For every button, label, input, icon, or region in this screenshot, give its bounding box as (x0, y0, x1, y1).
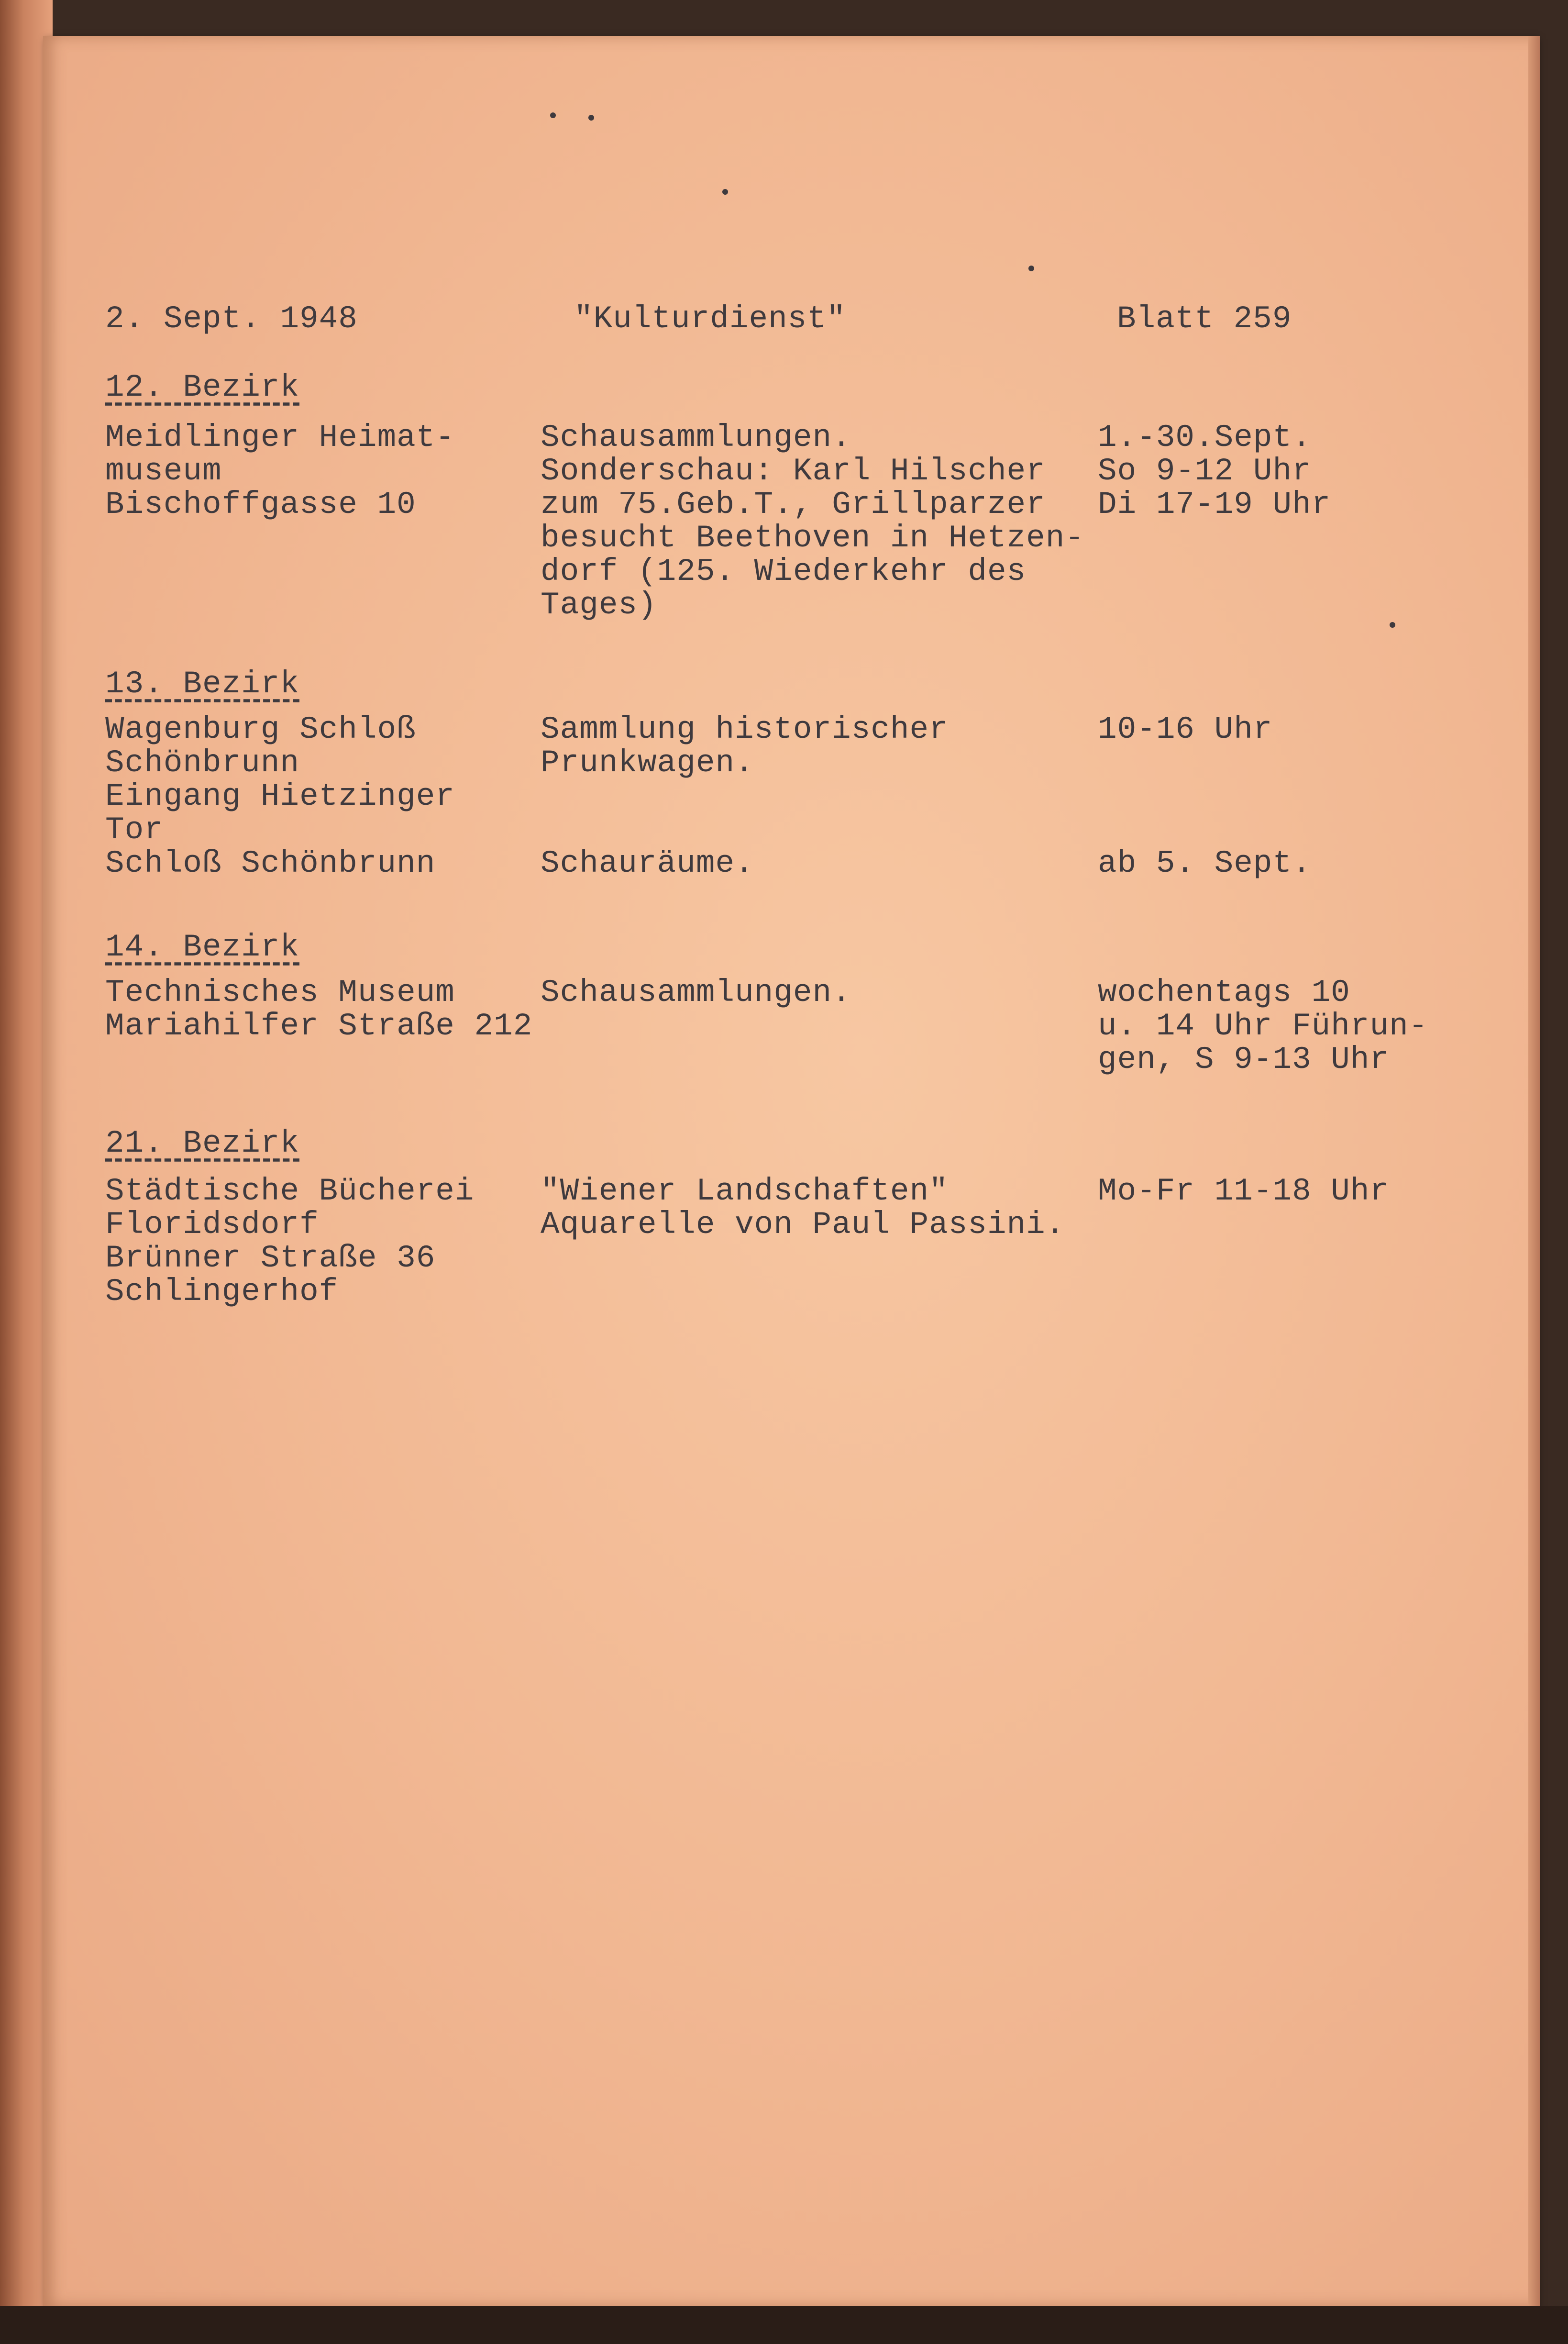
header-date: 2. Sept. 1948 (105, 301, 358, 337)
backdrop (0, 2306, 1568, 2344)
entry-place: Schloß Schönbrunn (105, 845, 436, 881)
ink-speck (722, 189, 728, 195)
header-publication: "Kulturdienst" (574, 301, 846, 337)
entry-time: 10-16 Uhr (1098, 711, 1273, 747)
header-sheet-number: Blatt 259 (1117, 301, 1292, 337)
district-heading-21: 21. Bezirk (105, 1125, 300, 1161)
ink-speck (1390, 622, 1395, 628)
entry-description: Schausammlungen. Sonderschau: Karl Hilscher zum 75.Geb.T., Grillparzer besucht Beethoven in Hetzen- dorf (125. Wiederkehr des Tages) (541, 420, 1084, 623)
district-heading-12: 12. Bezirk (105, 369, 300, 405)
ink-speck (1028, 266, 1034, 271)
entry-place: Wagenburg Schloß Schönbrunn Eingang Hietzinger Tor (105, 711, 455, 848)
ink-speck (588, 115, 594, 121)
entry-place: Technisches Museum Mariahilfer Straße 212 (105, 975, 533, 1044)
entry-place: Meidlinger Heimat- museum Bischoffgasse 10 (105, 420, 455, 522)
entry-description: Schausammlungen. (541, 975, 851, 1011)
entry-time: Mo-Fr 11-18 Uhr (1098, 1173, 1390, 1209)
district-heading-13: 13. Bezirk (105, 666, 300, 702)
entry-place: Städtische Bücherei Floridsdorf Brünner Straße 36 Schlingerhof (105, 1173, 475, 1310)
district-heading-14: 14. Bezirk (105, 929, 300, 965)
entry-time: ab 5. Sept. (1098, 845, 1312, 881)
entry-description: Schauräume. (541, 845, 754, 881)
entry-time: wochentags 10 u. 14 Uhr Führun- gen, S 9-13 Uhr (1098, 975, 1428, 1078)
entry-time: 1.-30.Sept. So 9-12 Uhr Di 17-19 Uhr (1098, 420, 1331, 522)
page-edge (1528, 36, 1540, 2306)
entry-description: Sammlung historischer Prunkwagen. (541, 711, 949, 781)
entry-description: "Wiener Landschaften" Aquarelle von Paul Passini. (541, 1173, 1065, 1243)
ink-speck (550, 112, 556, 118)
